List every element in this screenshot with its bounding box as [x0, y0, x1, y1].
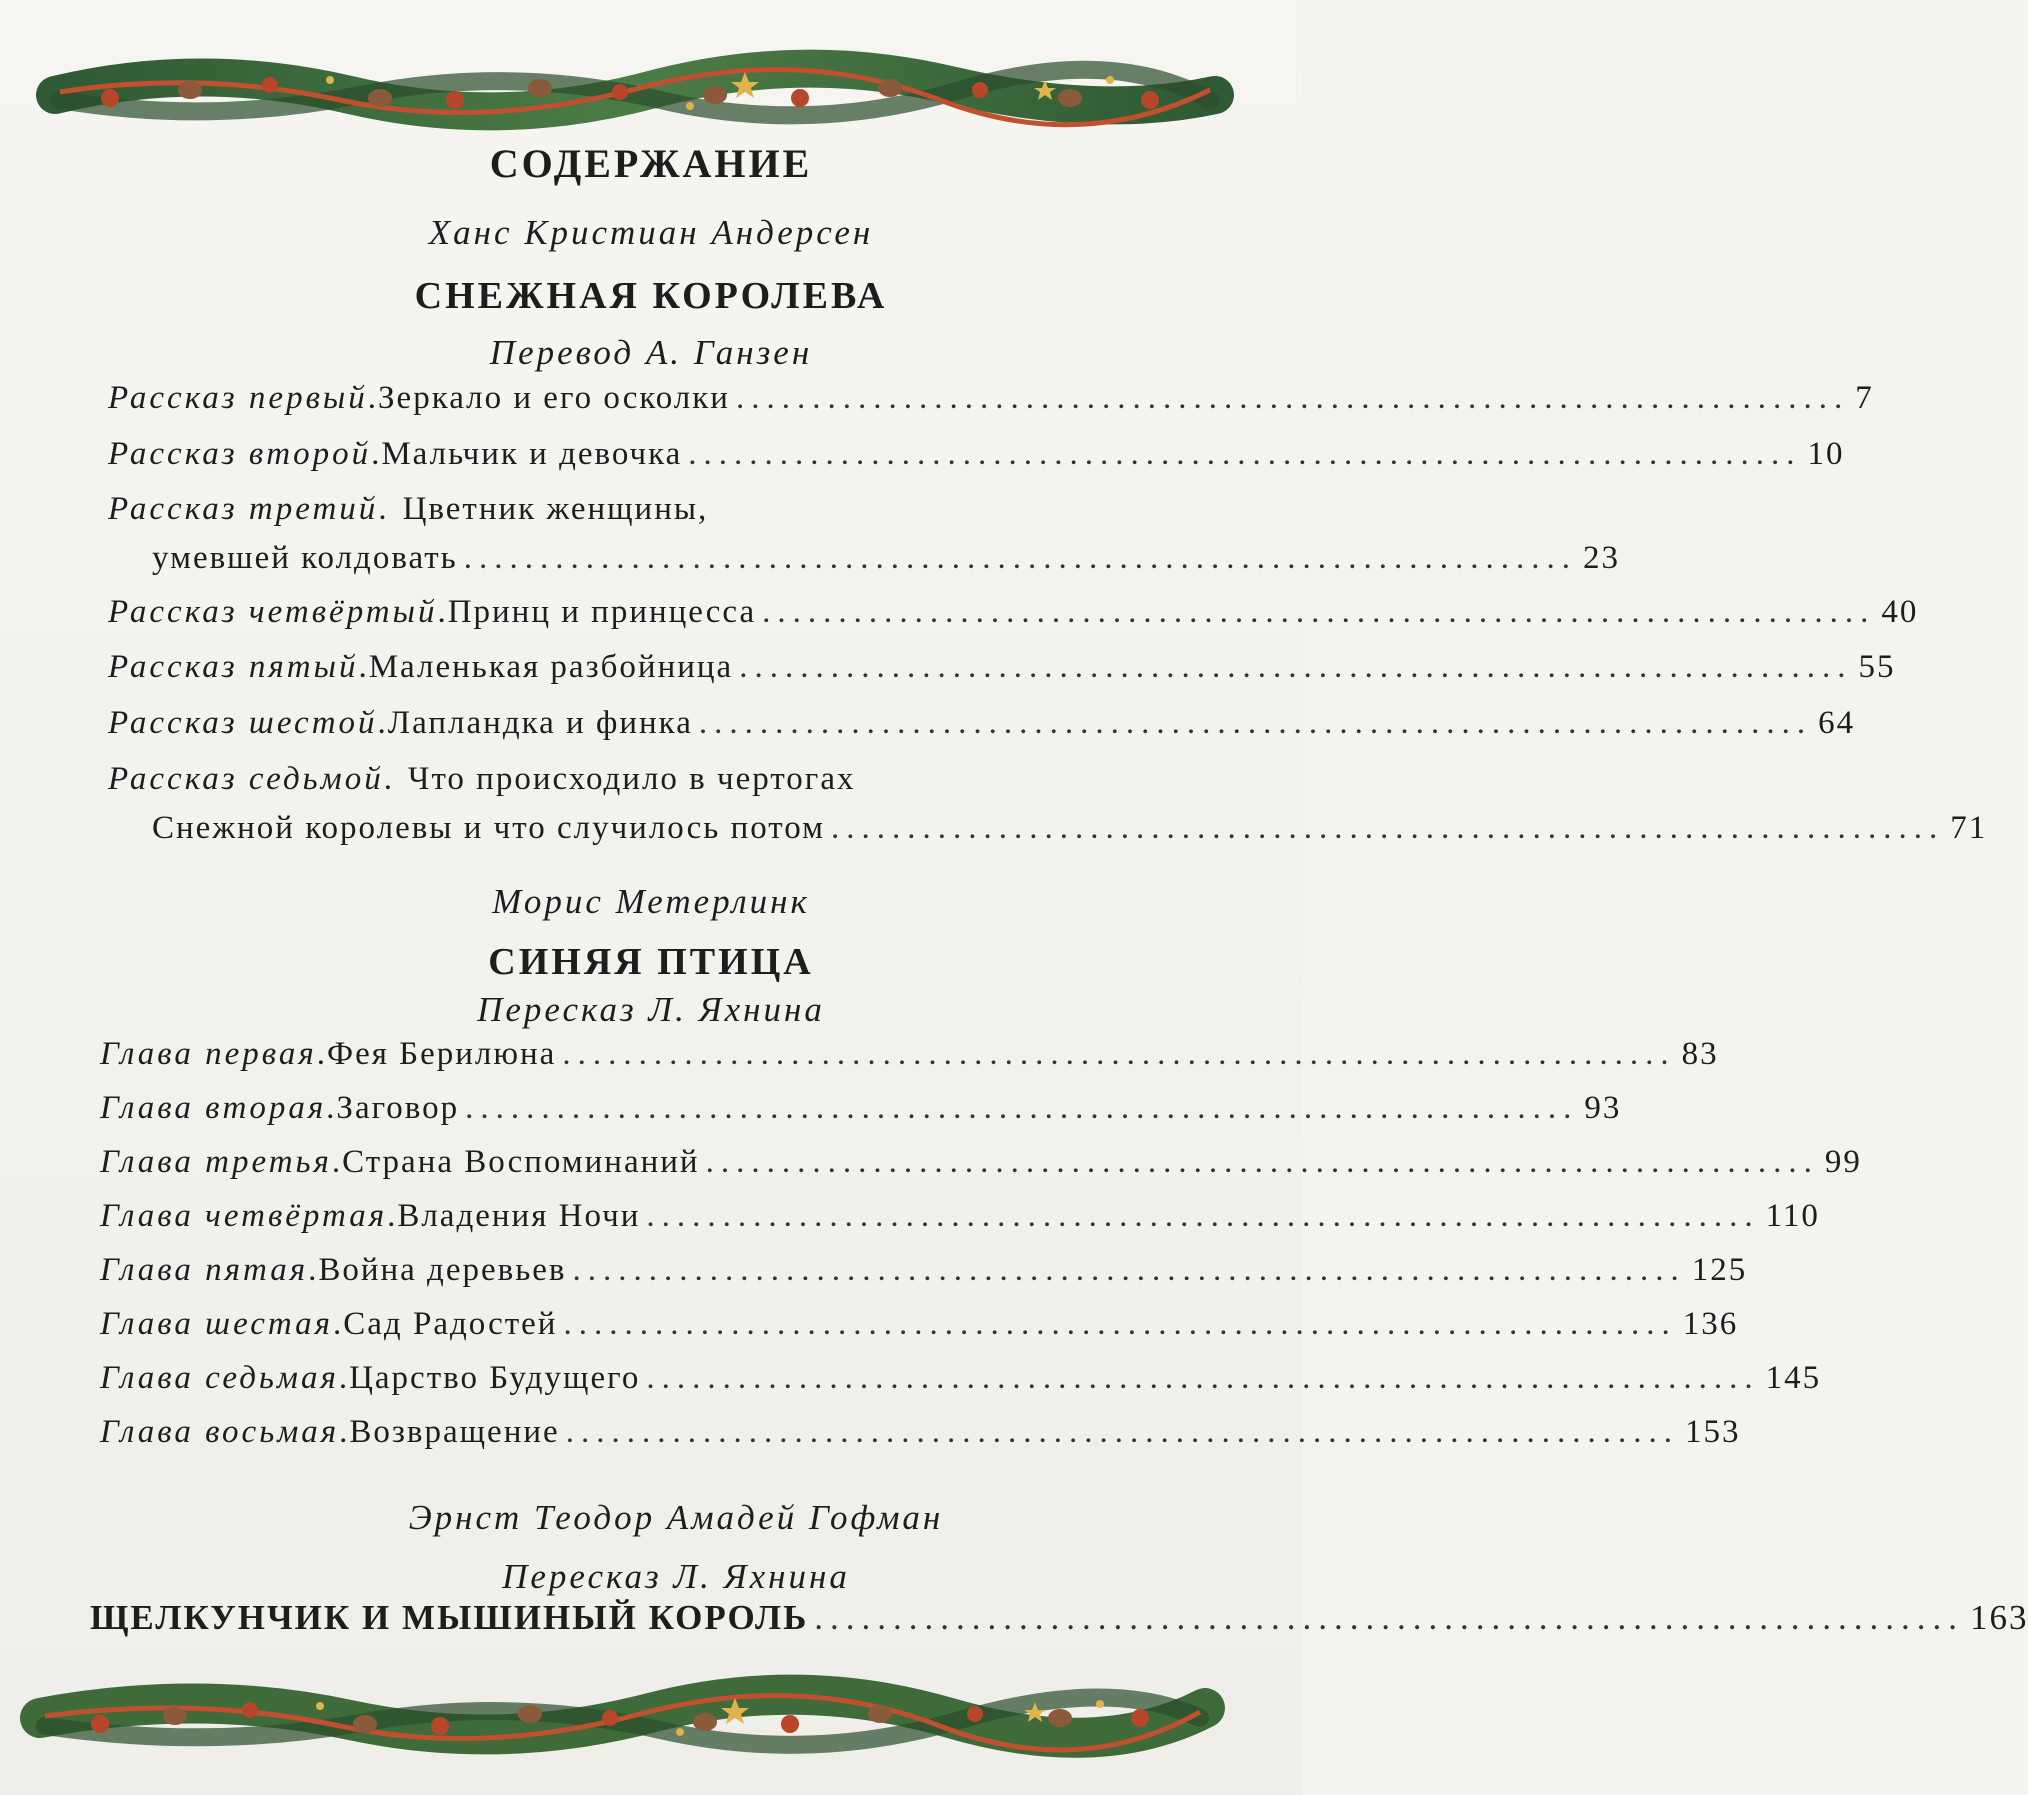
toc-entry[interactable]: Глава первая . Фея Берилюна ......................................................................... 83: [100, 1036, 1719, 1072]
dot-leader: .........................................................................: [814, 1598, 1964, 1637]
entry-title: Маленькая разбойница: [368, 649, 734, 685]
entry-title: Зеркало и его осколки: [378, 380, 730, 416]
entry-label: Рассказ третий: [108, 491, 379, 527]
entry-title: Страна Воспоминаний: [342, 1144, 700, 1180]
page-number: 99: [1824, 1144, 1862, 1180]
page-number: 7: [1855, 380, 1874, 416]
toc-entry-continuation[interactable]: [152, 810, 1988, 847]
entry-title-continued: Снежной королевы и что случилось потом: [152, 810, 826, 846]
toc-entry[interactable]: Рассказ шестой . Лапландка и финка ......................................................................... 64: [108, 705, 1856, 741]
entry-title-continued: умевшей колдовать: [152, 540, 458, 576]
toc-entry[interactable]: Глава третья . Страна Воспоминаний ......................................................................... 99: [100, 1144, 1862, 1180]
work-title-blue-bird: СИНЯЯ ПТИЦА: [488, 941, 814, 983]
entry-label: Рассказ первый: [108, 380, 368, 416]
entry-label: Глава восьмая: [100, 1414, 340, 1450]
entry-title: Мальчик и девочка: [381, 436, 683, 472]
work-title-snow-queen: СНЕЖНАЯ КОРОЛЕВА: [414, 275, 888, 317]
entry-label: Глава вторая: [100, 1090, 327, 1126]
entry-title: Царство Будущего: [349, 1360, 641, 1396]
dot-leader: .........................................................................: [463, 540, 1577, 576]
page-number: 71: [1950, 810, 1988, 846]
page-number: 10: [1807, 436, 1845, 472]
entry-label: Глава седьмая: [100, 1360, 339, 1396]
dot-leader: .........................................................................: [565, 1414, 1679, 1450]
entry-label: Глава третья: [100, 1144, 332, 1180]
dot-leader: .........................................................................: [646, 1198, 1760, 1234]
page-number: 136: [1682, 1306, 1739, 1342]
entry-title: Принц и принцесса: [447, 594, 757, 630]
contents-heading: СОДЕРЖАНИЕ: [489, 141, 813, 186]
dot-leader: .........................................................................: [735, 380, 1850, 416]
entry-title: Война деревьев: [318, 1252, 567, 1288]
dot-leader: .........................................................................: [831, 810, 1945, 846]
entry-label: Глава четвёртая: [100, 1198, 388, 1234]
translator-yakhnin: Пересказ Л. Яхнина: [477, 990, 825, 1029]
toc-entry-continuation[interactable]: [152, 540, 1620, 577]
toc-entry-first-line[interactable]: Рассказ седьмой. Что происходило в чертогах: [108, 761, 856, 797]
toc-entry-first-line[interactable]: Рассказ третий. Цветник женщины,: [108, 491, 709, 527]
author-hoffmann: Эрнст Теодор Амадей Гофман: [408, 1498, 944, 1537]
toc-entry[interactable]: Рассказ первый . Зеркало и его осколки ......................................................................... 7: [108, 380, 1874, 416]
dot-leader: .........................................................................: [688, 436, 1802, 472]
entry-label: Рассказ пятый: [108, 649, 359, 685]
toc-entry[interactable]: Рассказ четвёртый . Принц и принцесса ......................................................................... 40: [108, 594, 1919, 630]
toc-entry[interactable]: Рассказ второй . Мальчик и девочка ......................................................................... 10: [108, 436, 1845, 472]
garland-top: [0, 40, 1302, 140]
dot-leader: .........................................................................: [739, 649, 1853, 685]
dot-leader: .........................................................................: [562, 1036, 1676, 1072]
toc-entry[interactable]: Рассказ пятый . Маленькая разбойница ......................................................................... 55: [108, 649, 1896, 685]
page-number: 40: [1881, 594, 1919, 630]
toc-entry[interactable]: Глава четвёртая . Владения Ночи ......................................................................... 110: [100, 1198, 1820, 1234]
entry-label: Глава пятая: [100, 1252, 309, 1288]
dot-leader: .........................................................................: [646, 1360, 1760, 1396]
translator-ganzen: Перевод А. Ганзен: [489, 333, 813, 372]
entry-title: Возвращение: [349, 1414, 560, 1450]
dot-leader: .........................................................................: [698, 705, 1813, 741]
page-number: 145: [1765, 1360, 1822, 1396]
entry-title: Сад Радостей: [343, 1306, 558, 1342]
page-number: 93: [1584, 1090, 1622, 1126]
author-andersen: Ханс Кристиан Андерсен: [428, 213, 874, 252]
page-number: 110: [1765, 1198, 1820, 1234]
toc-entry[interactable]: [90, 1598, 2028, 1638]
dot-leader: .........................................................................: [762, 594, 1876, 630]
entry-label: Рассказ четвёртый: [108, 594, 438, 630]
toc-entry[interactable]: Глава вторая . Заговор ......................................................................... 93: [100, 1090, 1622, 1126]
toc-entry[interactable]: Глава пятая . Война деревьев ......................................................................... 125: [100, 1252, 1748, 1288]
page-number: 125: [1691, 1252, 1748, 1288]
toc-entry[interactable]: Глава восьмая . Возвращение ......................................................................... 153: [100, 1414, 1741, 1450]
entry-title: Цветник женщины,: [402, 491, 709, 527]
page-number: 163: [1969, 1598, 2028, 1637]
toc-entry[interactable]: Глава седьмая . Царство Будущего ......................................................................... 145: [100, 1360, 1822, 1396]
garland-bottom: [0, 1668, 1302, 1768]
dot-leader: .........................................................................: [563, 1306, 1677, 1342]
toc-entry[interactable]: Глава шестая . Сад Радостей ......................................................................... 136: [100, 1306, 1739, 1342]
author-maeterlinck: Морис Метерлинк: [492, 882, 810, 921]
entry-title: ЩЕЛКУНЧИК И МЫШИНЫЙ КОРОЛЬ: [90, 1598, 809, 1637]
entry-title: Заговор: [336, 1090, 460, 1126]
page-number: 64: [1818, 705, 1856, 741]
entry-title: Фея Берилюна: [327, 1036, 557, 1072]
entry-label: Рассказ седьмой: [108, 761, 384, 797]
entry-title: Лапландка и финка: [387, 705, 693, 741]
dot-leader: .........................................................................: [572, 1252, 1686, 1288]
page-number: 153: [1684, 1414, 1741, 1450]
entry-label: Глава первая: [100, 1036, 317, 1072]
entry-label: Рассказ шестой: [108, 705, 378, 741]
entry-label: Глава шестая: [100, 1306, 334, 1342]
entry-label: Рассказ второй: [108, 436, 372, 472]
page-number: 55: [1858, 649, 1896, 685]
entry-title: Владения Ночи: [397, 1198, 641, 1234]
entry-title: Что происходило в чертогах: [408, 761, 856, 797]
translator-yakhnin-2: Пересказ Л. Яхнина: [502, 1557, 850, 1596]
page-number: 23: [1582, 540, 1620, 576]
dot-leader: .........................................................................: [705, 1144, 1819, 1180]
page-number: 83: [1681, 1036, 1719, 1072]
dot-leader: .........................................................................: [465, 1090, 1579, 1126]
